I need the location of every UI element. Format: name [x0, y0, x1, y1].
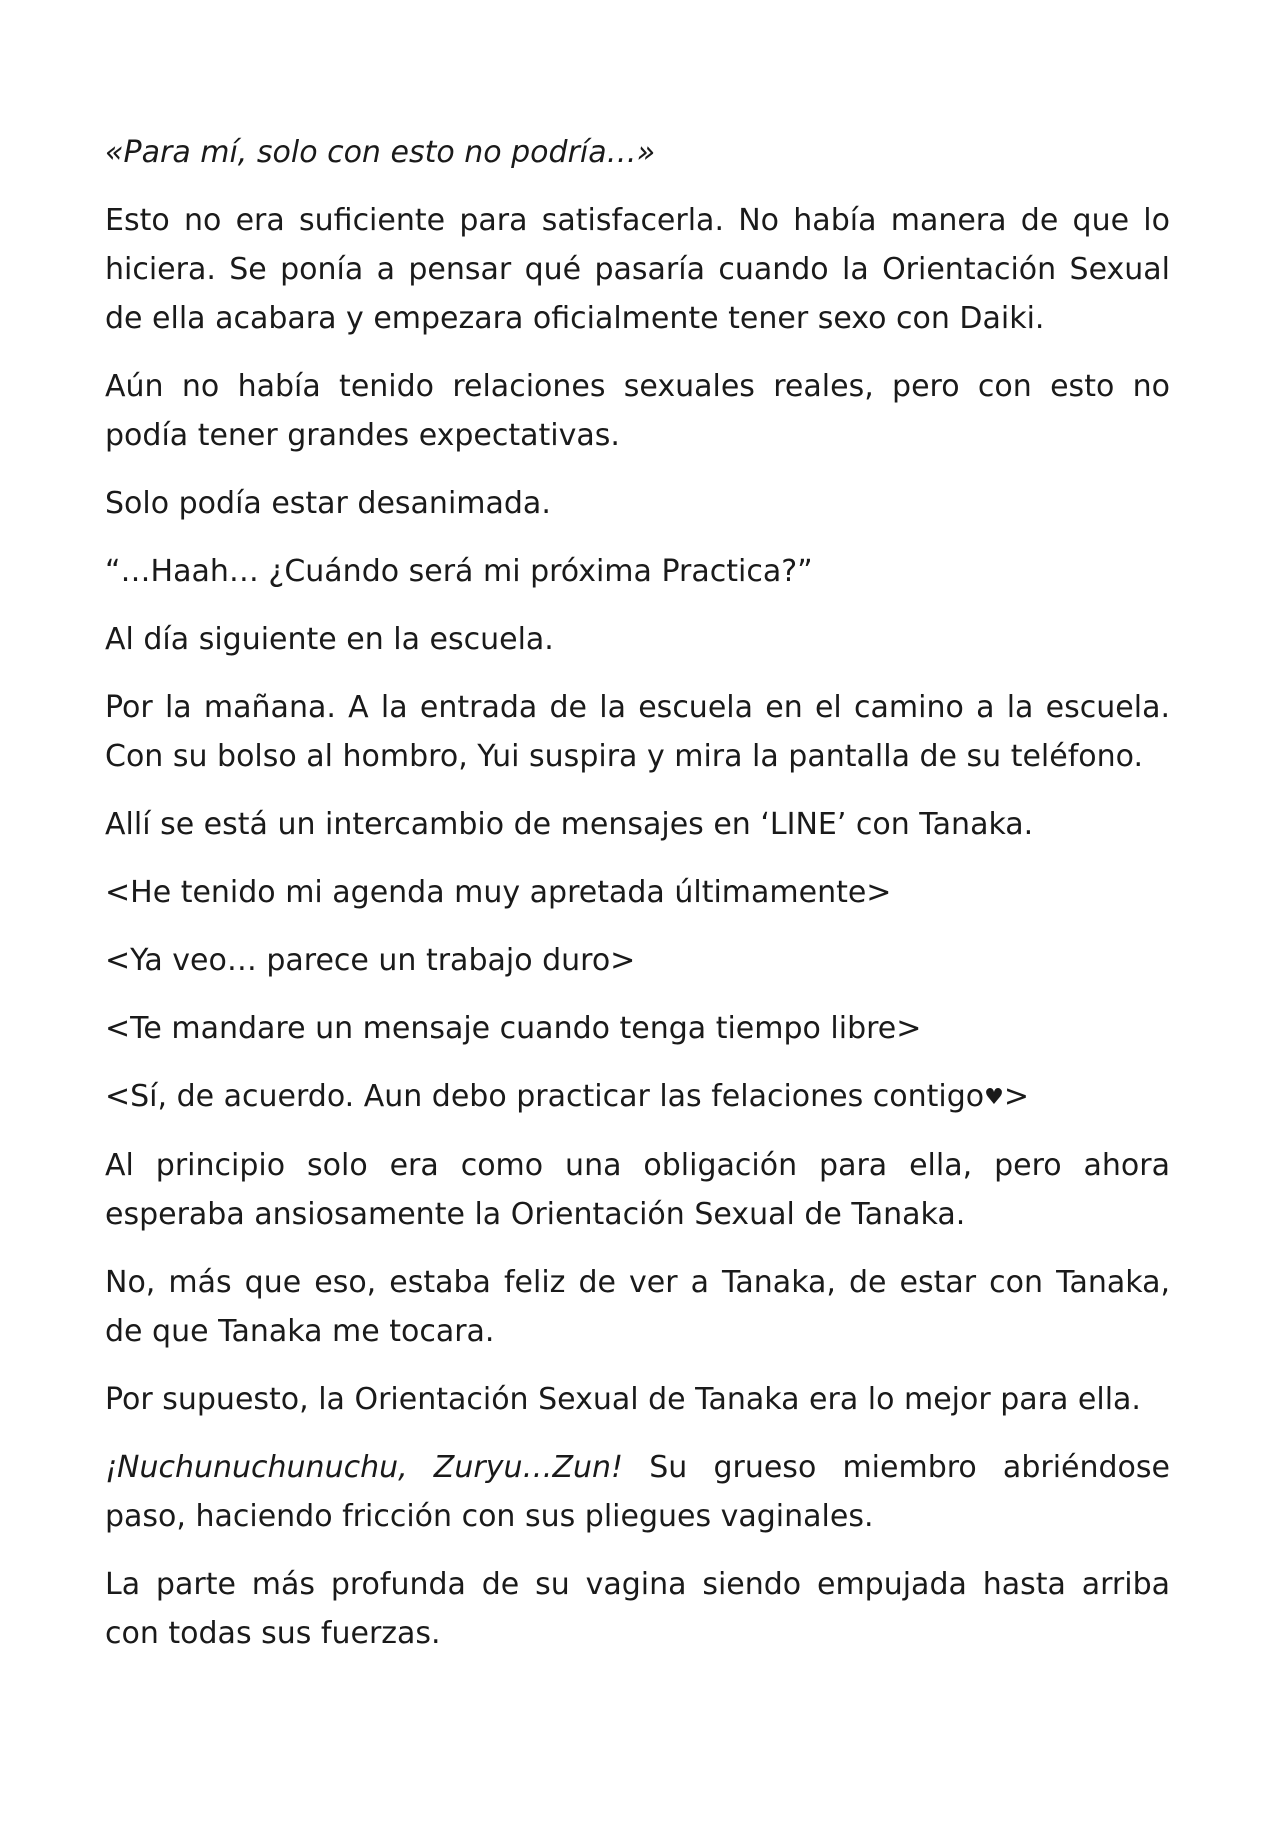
chat-message: <Te mandare un mensaje cuando tenga tiempo libre> — [105, 1011, 922, 1046]
paragraph: Por supuesto, la Orientación Sexual de Tanaka era lo mejor para ella. — [105, 1382, 1141, 1417]
chat-message-end: > — [1003, 1079, 1030, 1114]
onomatopoeia: ¡Nuchunuchunuchu, Zuryu…Zun! — [105, 1450, 624, 1485]
paragraph: Al principio solo era como una obligación para ella, pero ahora esperaba ansiosamente la Orientación Sexual de Tanaka. — [105, 1148, 1170, 1232]
text-body — [105, 128, 1170, 1677]
paragraph: Solo podía estar desanimada. — [105, 486, 551, 521]
paragraph: Aún no había tenido relaciones sexuales reales, pero con esto no podía tener grandes expectativas. — [105, 369, 1170, 453]
paragraph: “…Haah… ¿Cuándo será mi próxima Practica?” — [105, 554, 813, 589]
chat-message: <Ya veo… parece un trabajo duro> — [105, 943, 636, 978]
paragraph — [105, 1443, 1170, 1541]
chat-message — [105, 1072, 1170, 1122]
paragraph: No, más que eso, estaba feliz de ver a Tanaka, de estar con Tanaka, de que Tanaka me tocara. — [105, 1265, 1170, 1349]
paragraph-text: Su grueso miembro abriéndose paso, haciendo fricción con sus pliegues vaginales. — [105, 1450, 1170, 1534]
paragraph: «Para mí, solo con esto no podría…» — [105, 135, 656, 170]
chat-message-text: <Sí, de acuerdo. Aun debo practicar las felaciones contigo — [105, 1079, 985, 1114]
paragraph: La parte más profunda de su vagina siendo empujada hasta arriba con todas sus fuerzas. — [105, 1567, 1170, 1651]
paragraph: Al día siguiente en la escuela. — [105, 622, 554, 657]
chat-message: <He tenido mi agenda muy apretada últimamente> — [105, 875, 892, 910]
paragraph: Por la mañana. A la entrada de la escuela en el camino a la escuela. Con su bolso al hombro, Yui suspira y mira la pantalla de su teléfono. — [105, 690, 1170, 774]
paragraph: Allí se está un intercambio de mensajes en ‘LINE’ con Tanaka. — [105, 807, 1034, 842]
heart-icon: ♥ — [984, 1085, 1004, 1110]
paragraph: Esto no era suficiente para satisfacerla. No había manera de que lo hiciera. Se ponía a pensar qué pasaría cuando la Orientación Sexual de ella acabara y empezara oficialmente tener sexo con Daiki. — [105, 203, 1170, 336]
